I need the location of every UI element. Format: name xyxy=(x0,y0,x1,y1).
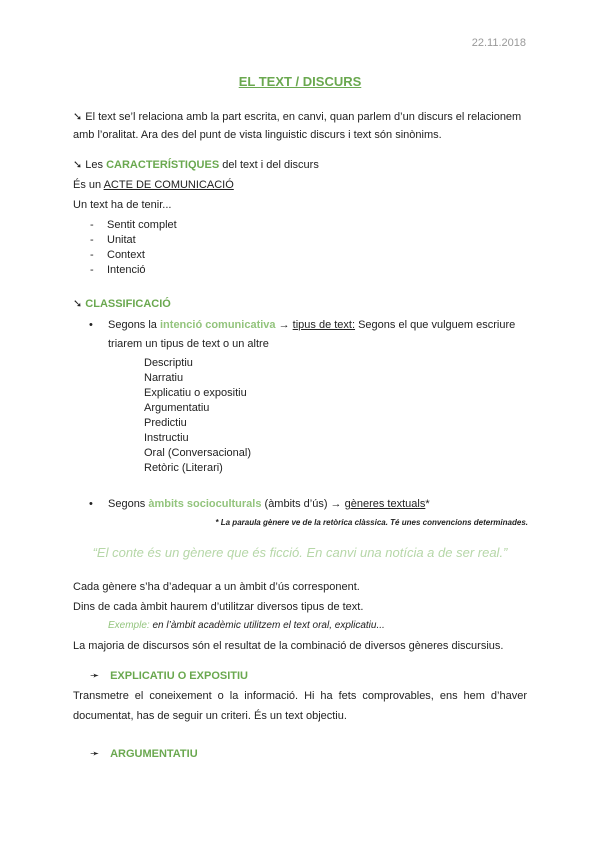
bullet-dot-icon: • xyxy=(89,498,93,510)
footnote-star: * xyxy=(425,498,430,510)
characteristics-heading xyxy=(73,158,319,173)
list-item: Retòric (Literari) xyxy=(144,462,223,474)
char-suffix: del text i del discurs xyxy=(222,159,319,171)
intro-line-1 xyxy=(73,110,521,125)
characteristics-list xyxy=(90,218,177,278)
list-item xyxy=(90,263,177,278)
dash-icon: - xyxy=(90,234,94,246)
intro-line-2: amb l’oralitat. Ara des del punt de vista linguistic discurs i text són sinònims. xyxy=(73,129,442,141)
b1-highlight: intenció comunicativa xyxy=(160,319,276,331)
list-item xyxy=(90,233,177,248)
list-item: Instructiu xyxy=(144,432,189,444)
item-label: Unitat xyxy=(107,234,136,246)
argumentatiu-heading xyxy=(90,747,198,762)
list-item: Oral (Conversacional) xyxy=(144,447,251,459)
b2-mid: (àmbits d’ús) → xyxy=(264,498,342,510)
b1-rest: Segons el que vulguem escriure xyxy=(358,319,516,331)
bullet-intencio xyxy=(108,318,515,333)
dash-icon: - xyxy=(90,219,94,231)
paragraph-2: Dins de cada àmbit haurem d’utilitzar diversos tipus de text. xyxy=(73,601,364,613)
paragraph-1: Cada gènere s’ha d’adequar a un àmbit d’ús corresponent. xyxy=(73,581,360,593)
item-label: Intenció xyxy=(107,264,146,276)
paragraph-3: La majoria de discursos són el resultat de la combinació de diversos gèneres discursius. xyxy=(73,640,504,652)
list-item: Explicatiu o expositiu xyxy=(144,387,247,399)
explicatiu-line-1: Transmetre el coneixement o la informació. Hi ha fets comprovables, ens hem d’haver xyxy=(73,690,527,702)
page-title: EL TEXT / DISCURS xyxy=(238,74,362,89)
classification-title: CLASSIFICACIÓ xyxy=(85,298,171,310)
list-item: Narratiu xyxy=(144,372,184,384)
list-item: Predictiu xyxy=(144,417,187,429)
dash-icon: - xyxy=(90,249,94,261)
quote: “El conte és un gènere que és ficció. En canvi una notícia a de ser real.” xyxy=(92,545,508,560)
item-label: Sentit complet xyxy=(107,219,177,231)
must-line: Un text ha de tenir... xyxy=(73,199,172,211)
intro-text-1: El text se’l relaciona amb la part escrita, en canvi, quan parlem d’un discurs el relacionem xyxy=(85,111,522,123)
explicatiu-line-2: documentat, has de seguir un criteri. És un text objectiu. xyxy=(73,710,347,722)
b2-prefix: Segons xyxy=(108,498,146,510)
footnote: * La paraula gènere ve de la retòrica clàssica. Té unes convencions determinades. xyxy=(215,518,528,527)
argumentatiu-title: ARGUMENTATIU xyxy=(110,748,198,760)
acte-text: ACTE DE COMUNICACIÓ xyxy=(103,179,234,191)
bullet-ambits xyxy=(108,497,430,512)
b2-highlight: àmbits socioculturals xyxy=(148,498,262,510)
list-item xyxy=(90,248,177,263)
hook-arrow-icon: ➘ xyxy=(73,111,83,123)
list-item: Descriptiu xyxy=(144,357,193,369)
right-arrow-icon: → xyxy=(278,319,290,331)
b1-link: tipus de text: xyxy=(292,319,356,331)
feather-arrow-icon: ➛ xyxy=(90,670,100,682)
hook-arrow-icon: ➘ xyxy=(73,159,83,171)
explicatiu-heading xyxy=(90,669,248,684)
example-label: Exemple: xyxy=(108,620,150,631)
date-label: 22.11.2018 xyxy=(471,37,526,49)
hook-arrow-icon: ➘ xyxy=(73,298,83,310)
feather-arrow-icon: ➛ xyxy=(90,748,100,760)
b1-prefix: Segons la xyxy=(108,319,157,331)
example-line xyxy=(108,620,385,631)
list-item: Argumentatiu xyxy=(144,402,210,414)
example-text: en l’àmbit acadèmic utilitzem el text oral, explicatiu... xyxy=(152,620,385,631)
b2-link: gèneres textuals xyxy=(344,498,426,510)
list-item xyxy=(90,218,177,233)
acte-line xyxy=(73,178,234,193)
classification-heading xyxy=(73,297,171,312)
bullet-dot-icon: • xyxy=(89,319,93,331)
dash-icon: - xyxy=(90,264,94,276)
item-label: Context xyxy=(107,249,145,261)
char-prefix: Les xyxy=(85,159,104,171)
text-types-list xyxy=(144,356,251,476)
b1-line2: triarem un tipus de text o un altre xyxy=(108,338,269,350)
explicatiu-title: EXPLICATIU O EXPOSITIU xyxy=(110,670,248,682)
acte-prefix: És un xyxy=(73,179,102,191)
char-highlight: CARACTERÍSTIQUES xyxy=(106,159,220,171)
